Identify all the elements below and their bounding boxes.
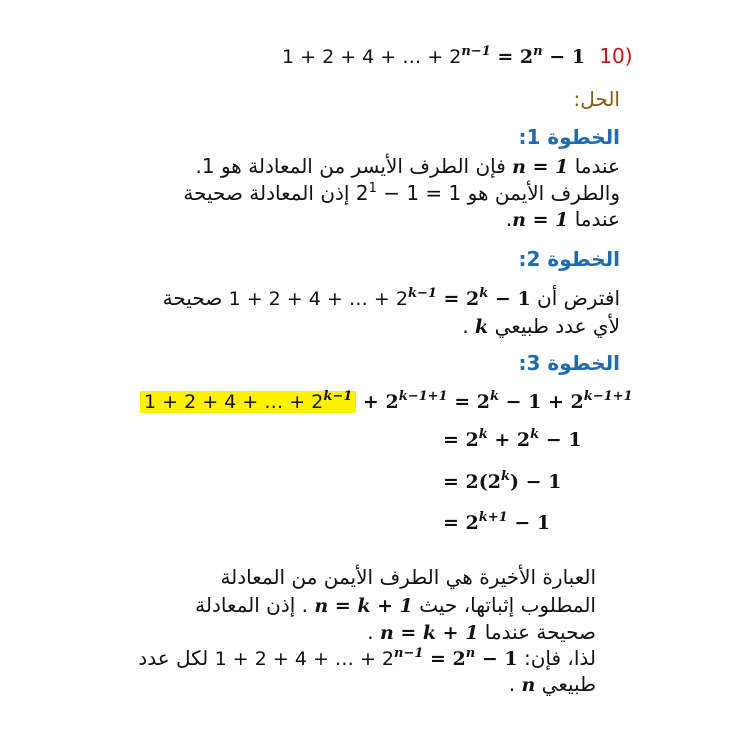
step2-heading: الخطوة 2: (518, 247, 620, 271)
step3-eq1: 1 + 2 + 4 + … + $2^{k-1} + 2^{k-1+1} = 2^k - 1 + 2^{k-1+1}$ (140, 388, 630, 415)
step1-line3: عندما n = 1. (505, 207, 620, 231)
problem-equation: 1 + 2 + 4 + … + $2^{n-1} = 2^n - 1$ (282, 44, 585, 68)
problem-statement (282, 43, 633, 70)
step2-line1: افترض أن 1 + 2 + 4 + … + $2^{k-1} = 2^k - 1$ صحيحة (162, 286, 620, 310)
conclusion-line2: المطلوب إثباتها، حيث n = k + 1 . إذن المعادلة (195, 593, 596, 617)
step3-eq3: = $2(2^k) - 1$ (443, 469, 562, 493)
solution-label: الحل: (573, 87, 620, 111)
step3-eq2: = $2^k + 2^k - 1$ (443, 427, 582, 451)
conclusion-line4: لذا، فإن: 1 + 2 + 4 + … + $2^{n-1} = 2^n - 1$ لكل عدد (138, 646, 596, 670)
step1-heading: الخطوة 1: (518, 125, 620, 149)
problem-number: 10) (599, 44, 633, 68)
step2-line2: لأي عدد طبيعي k . (462, 314, 620, 338)
step1-line1: عندما n = 1 فإن الطرف الأيسر من المعادلة هو 1. (195, 154, 620, 178)
step1-line2: والطرف الأيمن هو $2^1 - 1 = 1$ إذن المعادلة صحيحة (183, 181, 620, 205)
step3-heading: الخطوة 3: (518, 351, 620, 375)
highlighted-assumption: 1 + 2 + 4 + … + $2^{k-1}$ (140, 391, 356, 413)
conclusion-line1: العبارة الأخيرة هي الطرف الأيمن من المعادلة (220, 565, 596, 589)
step3-eq4: = $2^{k+1} - 1$ (443, 510, 551, 534)
conclusion-line3: صحيحة عندما n = k + 1 . (367, 620, 596, 644)
conclusion-line5: طبيعي n . (508, 672, 596, 696)
